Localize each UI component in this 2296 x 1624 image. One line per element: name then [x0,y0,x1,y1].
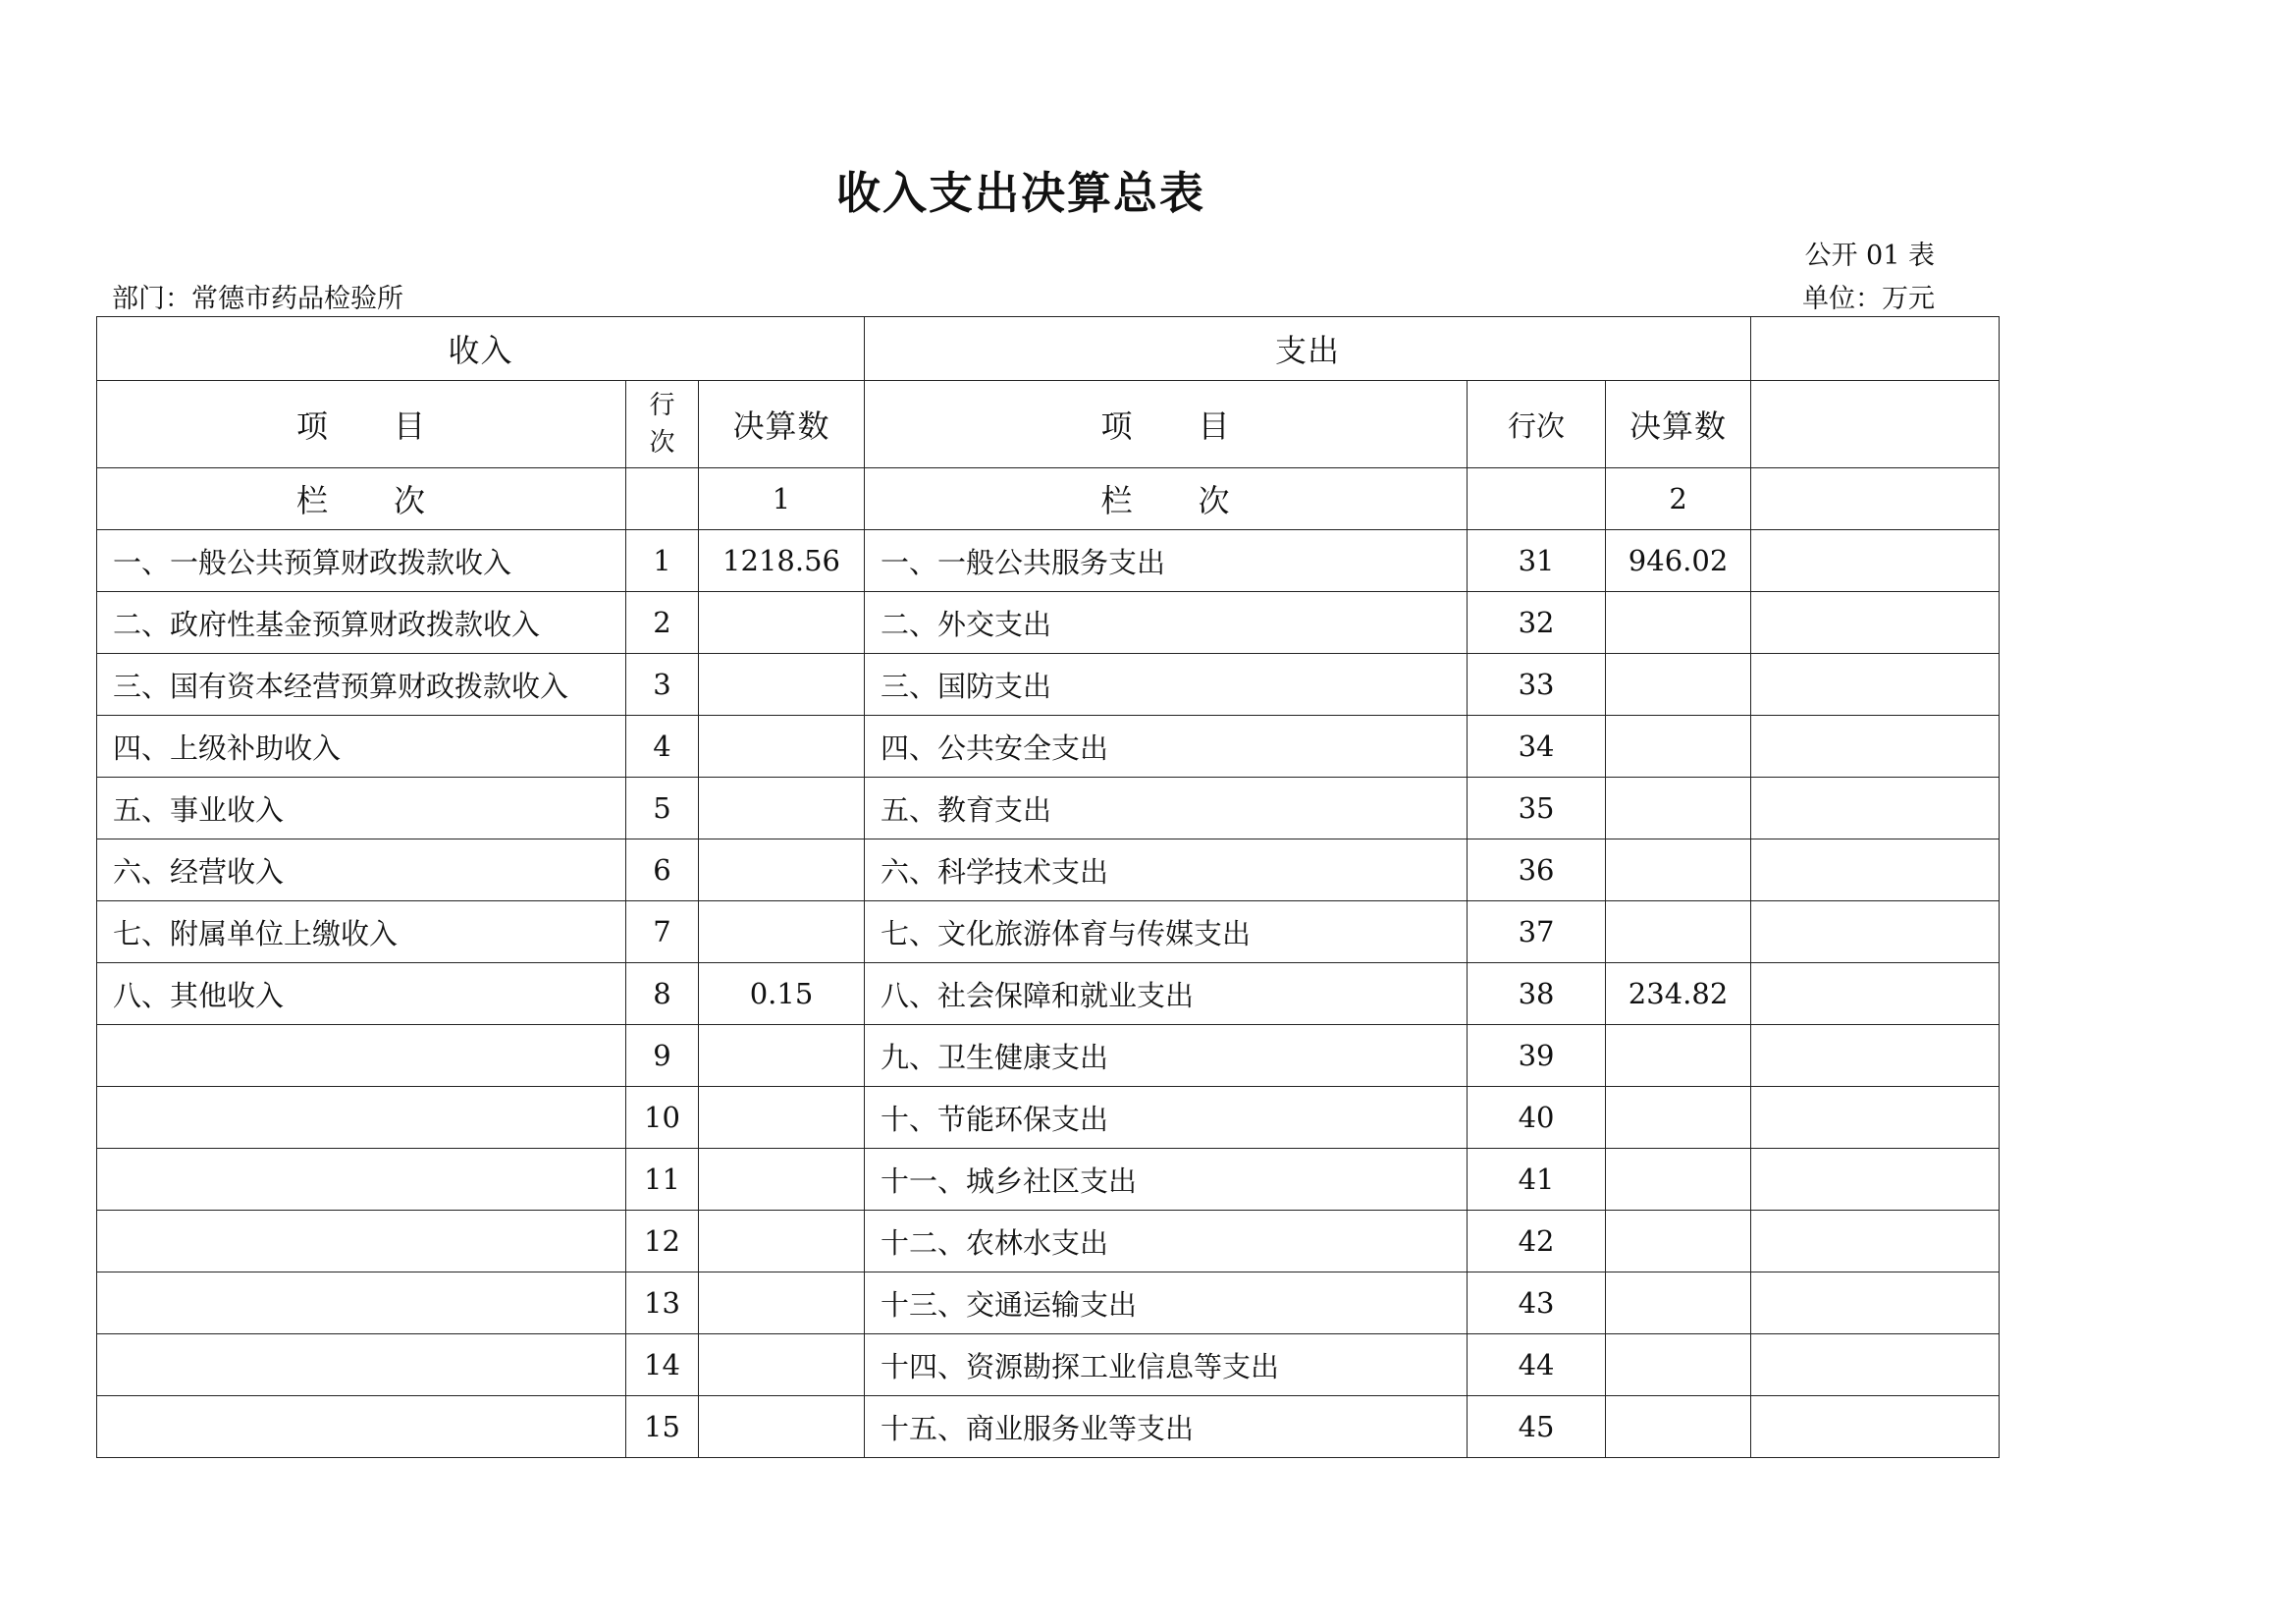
income-amount [699,716,865,778]
expense-lanci: 栏 次 [865,468,1468,530]
income-item [97,1396,626,1458]
income-row-no: 6 [626,839,699,901]
income-amount [699,1149,865,1211]
blank-cell [1751,778,2000,839]
expense-amount [1606,778,1751,839]
income-amount: 1218.56 [699,530,865,592]
income-item [97,1149,626,1211]
income-item [97,1087,626,1149]
expense-row-no: 39 [1468,1025,1606,1087]
income-row-no: 15 [626,1396,699,1458]
income-row-no: 1 [626,530,699,592]
income-item [97,1025,626,1087]
income-col-number: 1 [699,468,865,530]
table-row [97,1334,2000,1396]
blank-cell [1468,468,1606,530]
expense-amount [1606,1087,1751,1149]
blank-cell [1751,654,2000,716]
blank-cell [1751,530,2000,592]
income-item: 六、经营收入 [97,839,626,901]
expense-row-no: 40 [1468,1087,1606,1149]
expense-amount: 946.02 [1606,530,1751,592]
income-item-header: 项 目 [97,381,626,468]
expense-item: 九、卫生健康支出 [865,1025,1468,1087]
income-amount [699,1087,865,1149]
expense-item: 十二、农林水支出 [865,1211,1468,1272]
lanci-row [97,468,2000,530]
income-row-no: 12 [626,1211,699,1272]
table-row [97,839,2000,901]
blank-cell [626,468,699,530]
expense-row-no: 36 [1468,839,1606,901]
income-amount: 0.15 [699,963,865,1025]
blank-cell [1751,1334,2000,1396]
income-amount [699,901,865,963]
income-row-no-header [626,381,699,468]
income-item: 二、政府性基金预算财政拨款收入 [97,592,626,654]
expense-row-no: 37 [1468,901,1606,963]
income-item [97,1211,626,1272]
table-row [97,1149,2000,1211]
expense-amount [1606,839,1751,901]
expense-amount [1606,901,1751,963]
expense-row-no: 43 [1468,1272,1606,1334]
income-row-no: 14 [626,1334,699,1396]
income-amount [699,1334,865,1396]
expense-row-no: 42 [1468,1211,1606,1272]
income-amount [699,1211,865,1272]
expense-row-no-header: 行次 [1468,381,1606,468]
table-row [97,901,2000,963]
table-row [97,716,2000,778]
row-no-header-line2: 次 [649,428,675,458]
income-amount [699,1396,865,1458]
table-row [97,1396,2000,1458]
table-row [97,778,2000,839]
income-row-no: 8 [626,963,699,1025]
form-number: 公开 01 表 [1804,241,1935,271]
income-amount [699,778,865,839]
income-amount [699,654,865,716]
expense-amount [1606,592,1751,654]
blank-cell [1751,839,2000,901]
table-row [97,530,2000,592]
income-row-no: 2 [626,592,699,654]
blank-cell [1751,1272,2000,1334]
expense-amount [1606,716,1751,778]
row-no-header-line1: 行 [649,391,675,420]
expense-item: 十五、商业服务业等支出 [865,1396,1468,1458]
expense-amount [1606,1272,1751,1334]
table-row [97,592,2000,654]
expense-row-no: 45 [1468,1396,1606,1458]
income-header: 收入 [97,317,865,381]
income-item [97,1334,626,1396]
blank-cell [1751,317,2000,381]
income-row-no: 9 [626,1025,699,1087]
blank-cell [1751,381,2000,468]
income-row-no: 11 [626,1149,699,1211]
expense-item: 七、文化旅游体育与传媒支出 [865,901,1468,963]
income-amount [699,1272,865,1334]
expense-item: 三、国防支出 [865,654,1468,716]
blank-cell [1751,716,2000,778]
expense-row-no: 44 [1468,1334,1606,1396]
blank-cell [1751,1149,2000,1211]
expense-item-header: 项 目 [865,381,1468,468]
expense-item: 四、公共安全支出 [865,716,1468,778]
income-item: 一、一般公共预算财政拨款收入 [97,530,626,592]
blank-cell [1751,901,2000,963]
income-item: 八、其他收入 [97,963,626,1025]
income-amount-header: 决算数 [699,381,865,468]
table-row [97,1272,2000,1334]
blank-cell [1751,1396,2000,1458]
income-item: 四、上级补助收入 [97,716,626,778]
expense-amount [1606,654,1751,716]
expense-header: 支出 [865,317,1751,381]
expense-item: 五、教育支出 [865,778,1468,839]
income-item: 三、国有资本经营预算财政拨款收入 [97,654,626,716]
table-row [97,1087,2000,1149]
income-row-no: 4 [626,716,699,778]
table-row [97,1025,2000,1087]
income-row-no: 7 [626,901,699,963]
expense-amount: 234.82 [1606,963,1751,1025]
blank-cell [1751,1087,2000,1149]
income-row-no: 5 [626,778,699,839]
expense-amount [1606,1211,1751,1272]
expense-row-no: 35 [1468,778,1606,839]
blank-cell [1751,1211,2000,1272]
expense-row-no: 32 [1468,592,1606,654]
income-amount [699,592,865,654]
income-item [97,1272,626,1334]
blank-cell [1751,1025,2000,1087]
expense-item: 一、一般公共服务支出 [865,530,1468,592]
blank-cell [1751,468,2000,530]
income-row-no: 10 [626,1087,699,1149]
column-header-row [97,381,2000,468]
expense-item: 十一、城乡社区支出 [865,1149,1468,1211]
income-expense-table [96,316,2000,1458]
page-title: 收入支出决算总表 [835,167,1205,219]
table-row [97,963,2000,1025]
income-amount [699,1025,865,1087]
expense-amount [1606,1025,1751,1087]
expense-row-no: 41 [1468,1149,1606,1211]
expense-row-no: 38 [1468,963,1606,1025]
income-row-no: 13 [626,1272,699,1334]
expense-item: 十三、交通运输支出 [865,1272,1468,1334]
table-row [97,654,2000,716]
expense-amount [1606,1334,1751,1396]
income-lanci: 栏 次 [97,468,626,530]
expense-amount-header: 决算数 [1606,381,1751,468]
expense-item: 二、外交支出 [865,592,1468,654]
expense-item: 八、社会保障和就业支出 [865,963,1468,1025]
table-row [97,1211,2000,1272]
expense-amount [1606,1149,1751,1211]
blank-cell [1751,963,2000,1025]
expense-item: 十、节能环保支出 [865,1087,1468,1149]
expense-row-no: 33 [1468,654,1606,716]
blank-cell [1751,592,2000,654]
expense-item: 六、科学技术支出 [865,839,1468,901]
income-item: 五、事业收入 [97,778,626,839]
section-header-row [97,317,2000,381]
income-row-no: 3 [626,654,699,716]
expense-item: 十四、资源勘探工业信息等支出 [865,1334,1468,1396]
expense-col-number: 2 [1606,468,1751,530]
department-label: 部门：常德市药品检验所 [112,284,403,314]
expense-row-no: 34 [1468,716,1606,778]
income-item: 七、附属单位上缴收入 [97,901,626,963]
income-amount [699,839,865,901]
unit-label: 单位：万元 [1802,284,1935,314]
expense-row-no: 31 [1468,530,1606,592]
expense-amount [1606,1396,1751,1458]
